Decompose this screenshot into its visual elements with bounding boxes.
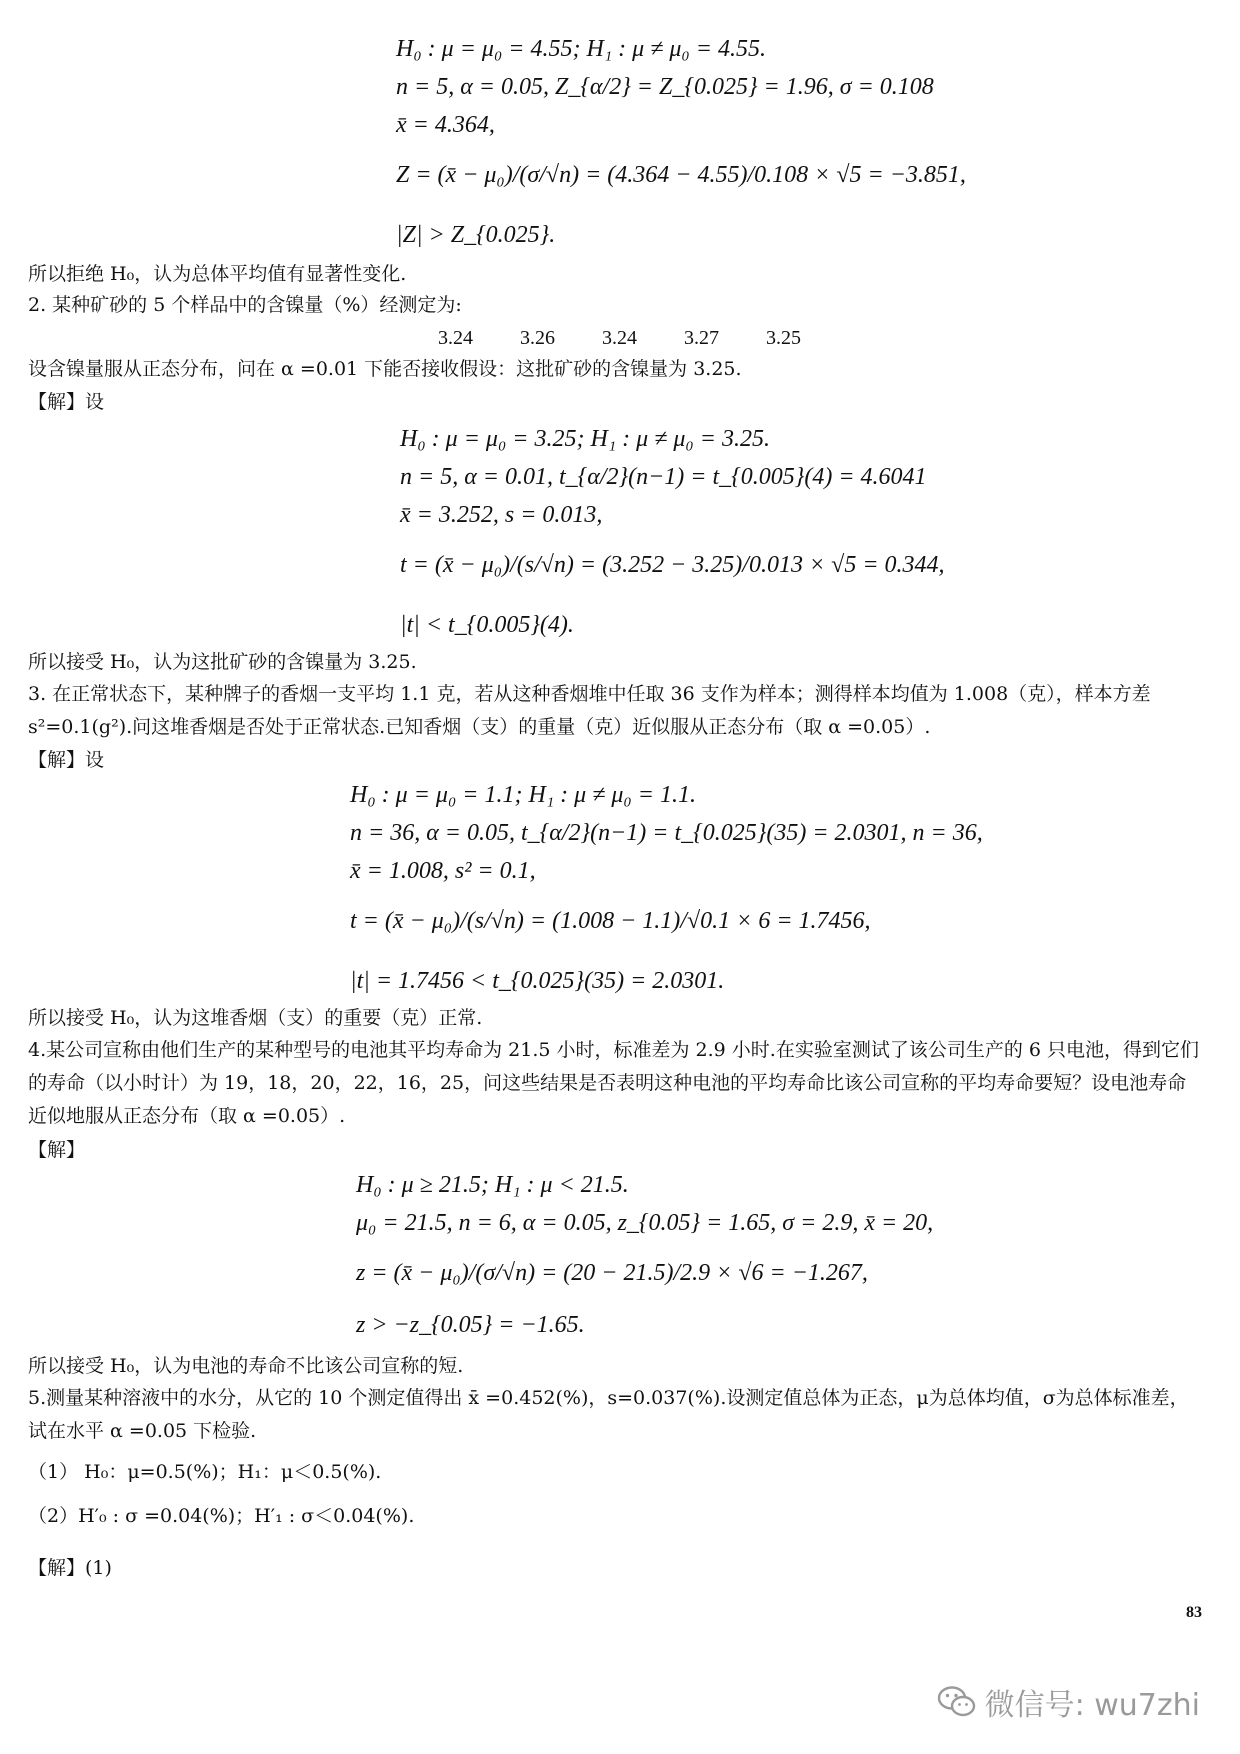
- p4-math-3: z = (x̄ − μ₀)/(σ/√n) = (20 − 21.5)/2.9 × √6 = −1.267,: [356, 1260, 868, 1286]
- p3-solution-label: 【解】设: [28, 749, 105, 771]
- p2-statement-2: 设含镍量服从正态分布，问在 α =0.01 下能否接收假设：这批矿砂的含镍量为 3.25.: [28, 358, 742, 380]
- p2-math-2: n = 5, α = 0.01, t_{α/2}(n−1) = t_{0.005}(4) = 4.6041: [400, 464, 927, 490]
- p2-values: [438, 327, 848, 350]
- p3-math-3: x̄ = 1.008, s² = 0.1,: [350, 858, 536, 884]
- p5-solution-label: 【解】(1): [28, 1557, 112, 1579]
- p2-math-4: t = (x̄ − μ₀)/(s/√n) = (3.252 − 3.25)/0.013 × √5 = 0.344,: [400, 552, 945, 578]
- p1-math-1: H₀ : μ = μ₀ = 4.55; H₁ : μ ≠ μ₀ = 4.55.: [396, 36, 766, 62]
- p2-math-1: H₀ : μ = μ₀ = 3.25; H₁ : μ ≠ μ₀ = 3.25.: [400, 426, 770, 452]
- p2-value: 3.25: [766, 327, 801, 349]
- p2-value: 3.26: [520, 327, 555, 349]
- p1-math-5: |Z| > Z_{0.025}.: [396, 222, 556, 248]
- p5-item-2: （2）H′₀ : σ =0.04(%)；H′₁ : σ＜0.04(%).: [28, 1505, 415, 1527]
- p1-math-2: n = 5, α = 0.05, Z_{α/2} = Z_{0.025} = 1.96, σ = 0.108: [396, 74, 934, 100]
- p2-math-5: |t| < t_{0.005}(4).: [400, 612, 574, 638]
- p1-conclusion: 所以拒绝 H₀，认为总体平均值有显著性变化.: [28, 263, 407, 285]
- page-number: 83: [1186, 1604, 1202, 1621]
- p4-math-1: H₀ : μ ≥ 21.5; H₁ : μ < 21.5.: [356, 1172, 629, 1198]
- p3-statement: 3. 在正常状态下，某种牌子的香烟一支平均 1.1 克，若从这种香烟堆中任取 36 支作为样本；测得样本均值为 1.008（克），样本方差 s²=0.1(g²).问这堆香烟是否处于正常状态.已知香烟（支）的重量（克）近似服从正态分布（取 α =0.05）.: [28, 683, 1151, 738]
- p2-conclusion: 所以接受 H₀，认为这批矿砂的含镍量为 3.25.: [28, 651, 417, 673]
- watermark-text: 微信号: wu7zhi: [984, 1688, 1200, 1723]
- p3-math-4: t = (x̄ − μ₀)/(s/√n) = (1.008 − 1.1)/√0.1 × 6 = 1.7456,: [350, 908, 871, 934]
- p4-math-2: μ₀ = 21.5, n = 6, α = 0.05, z_{0.05} = 1.65, σ = 2.9, x̄ = 20,: [356, 1210, 934, 1236]
- p4-math-4: z > −z_{0.05} = −1.65.: [356, 1312, 585, 1338]
- p5-statement: 5.测量某种溶液中的水分，从它的 10 个测定值得出 x̄ =0.452(%)，s=0.037(%).设测定值总体为正态，μ为总体均值，σ为总体标准差，试在水平 α =0.05 下检验.: [28, 1387, 1189, 1442]
- p2-value: 3.27: [684, 327, 719, 349]
- p3-conclusion: 所以接受 H₀，认为这堆香烟（支）的重要（克）正常.: [28, 1007, 483, 1029]
- p4-solution-label: 【解】: [28, 1139, 86, 1161]
- p2-math-3: x̄ = 3.252, s = 0.013,: [400, 502, 603, 528]
- p1-math-4: Z = (x̄ − μ₀)/(σ/√n) = (4.364 − 4.55)/0.108 × √5 = −3.851,: [396, 162, 966, 188]
- p2-value: 3.24: [602, 327, 637, 349]
- p4-statement: 4.某公司宣称由他们生产的某种型号的电池其平均寿命为 21.5 小时，标准差为 2.9 小时.在实验室测试了该公司生产的 6 只电池，得到它们的寿命（以小时计）为 19，18，20，22，16，25，问这些结果是否表明这种电池的平均寿命比该公司宣称的平均寿命要短？设电池寿命近似地服从正态分布（取 α =0.05）.: [28, 1039, 1200, 1127]
- p2-value: 3.24: [438, 327, 473, 349]
- watermark: [937, 1680, 1200, 1724]
- p3-math-2: n = 36, α = 0.05, t_{α/2}(n−1) = t_{0.025}(35) = 2.0301, n = 36,: [350, 820, 983, 846]
- p3-math-1: H₀ : μ = μ₀ = 1.1; H₁ : μ ≠ μ₀ = 1.1.: [350, 782, 696, 808]
- p1-math-3: x̄ = 4.364,: [396, 112, 495, 138]
- p2-solution-label: 【解】设: [28, 391, 105, 413]
- p4-conclusion: 所以接受 H₀，认为电池的寿命不比该公司宣称的短.: [28, 1355, 464, 1377]
- p3-math-5: |t| = 1.7456 < t_{0.025}(35) = 2.0301.: [350, 968, 725, 994]
- p5-item-1: （1） H₀：μ=0.5(%)；H₁：μ＜0.5(%).: [28, 1461, 382, 1483]
- wechat-icon: [937, 1685, 977, 1719]
- p2-statement-1: 2. 某种矿砂的 5 个样品中的含镍量（%）经测定为:: [28, 294, 462, 316]
